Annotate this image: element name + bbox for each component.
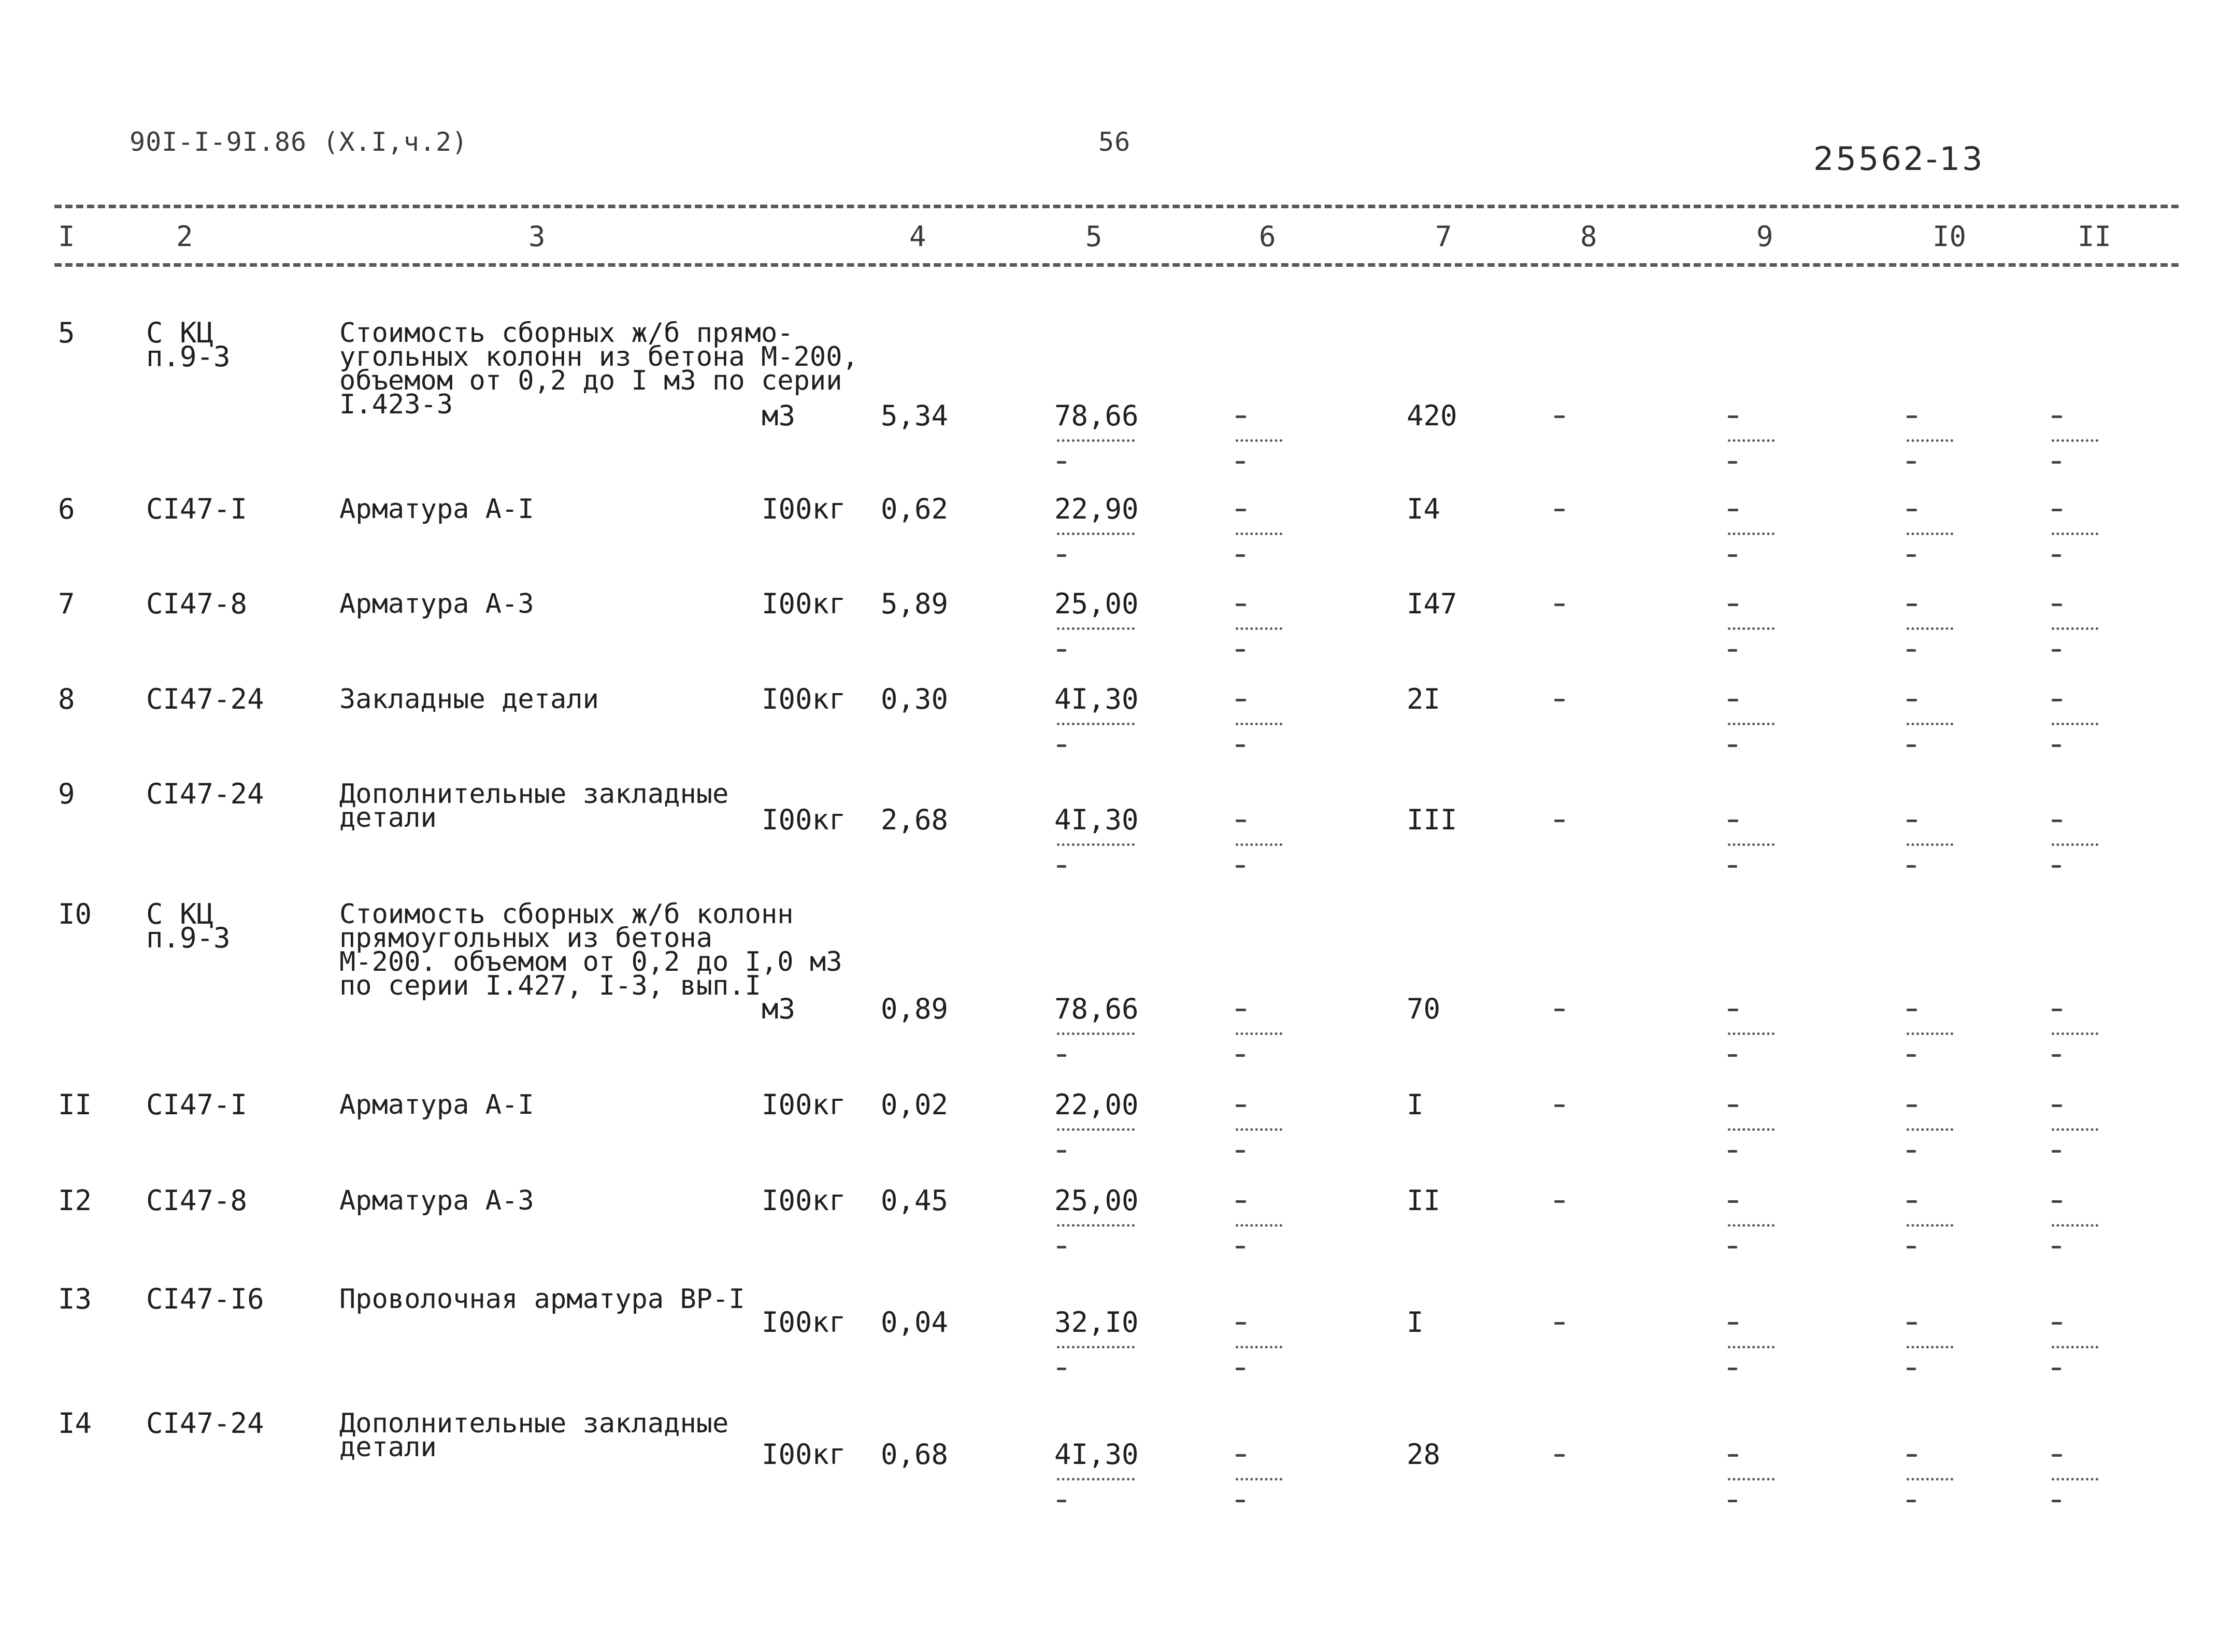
empty-cell-underline xyxy=(1236,843,1282,846)
empty-cell-underline xyxy=(1728,439,1774,442)
empty-cell-dash xyxy=(1728,554,1737,557)
empty-cell-dash xyxy=(1236,604,1246,606)
empty-cell-underline xyxy=(1236,1224,1282,1227)
empty-cell-dash xyxy=(1554,415,1565,418)
price-code: С КЦ п.9-3 xyxy=(146,898,231,954)
total-cost: II xyxy=(1407,1184,1441,1217)
empty-cell-dash xyxy=(1907,1054,1916,1057)
item-name: Стоимость сборных ж/б прямо- угольных колонн из бетона М-200, объемом от 0,2 до I м3 по серии I.423-3 xyxy=(339,318,858,420)
column-header-6: 6 xyxy=(1259,220,1276,253)
empty-cell-dash xyxy=(1728,461,1737,464)
price-code: СI47-24 xyxy=(146,683,264,715)
total-cost: III xyxy=(1407,803,1457,836)
price-code: С КЦ п.9-3 xyxy=(146,317,231,373)
quantity: 0,62 xyxy=(881,493,949,525)
empty-cell-dash xyxy=(2052,1454,2062,1457)
empty-cell-dash xyxy=(1236,865,1245,868)
price-tick xyxy=(1057,1246,1066,1248)
price-tick xyxy=(1057,744,1066,747)
unit: I00кг xyxy=(762,1088,846,1121)
total-cost: I47 xyxy=(1407,587,1457,620)
empty-cell-dash xyxy=(1728,1500,1737,1502)
item-name: Арматура А-3 xyxy=(339,588,534,620)
price-tick xyxy=(1057,865,1066,868)
empty-cell-dash xyxy=(1907,1009,1917,1011)
empty-cell-underline xyxy=(1907,1224,1953,1227)
empty-cell-dash xyxy=(2052,604,2062,606)
empty-cell-underline xyxy=(1907,1346,1953,1348)
empty-cell-underline xyxy=(1907,1128,1953,1131)
empty-cell-underline xyxy=(2052,1346,2098,1348)
empty-cell-dash xyxy=(1728,1454,1738,1457)
empty-cell-dash xyxy=(1728,1322,1738,1325)
unit: I00кг xyxy=(762,493,846,525)
total-cost: 28 xyxy=(1407,1438,1441,1471)
quantity: 2,68 xyxy=(881,803,949,836)
empty-cell-underline xyxy=(1728,1224,1774,1227)
empty-cell-underline xyxy=(2052,439,2098,442)
empty-cell-dash xyxy=(1728,649,1737,652)
empty-cell-dash xyxy=(1236,649,1245,652)
unit-price: 78,66 xyxy=(1054,993,1139,1025)
empty-cell-dash xyxy=(2052,865,2061,868)
empty-cell-underline xyxy=(2052,843,2098,846)
empty-cell-dash xyxy=(1236,509,1246,511)
empty-cell-dash xyxy=(1554,699,1565,701)
price-underline xyxy=(1057,533,1135,535)
empty-cell-dash xyxy=(2052,1150,2061,1153)
empty-cell-dash xyxy=(1907,744,1916,747)
row-number: I0 xyxy=(58,898,92,930)
row-number: II xyxy=(58,1088,92,1121)
empty-cell-dash xyxy=(1236,415,1246,418)
header-top-rule xyxy=(54,205,2179,208)
empty-cell-underline xyxy=(1236,1346,1282,1348)
price-underline xyxy=(1057,723,1135,725)
column-header-10: I0 xyxy=(1933,220,1967,253)
item-name: Стоимость сборных ж/б колонн прямоугольных из бетона М-200. объемом от 0,2 до I,0 м3 по серии I.427, I-3, вып.I xyxy=(339,899,842,1001)
quantity: 0,30 xyxy=(881,683,949,715)
empty-cell-underline xyxy=(1236,1128,1282,1131)
price-underline xyxy=(1057,627,1135,630)
row-number: 6 xyxy=(58,493,75,525)
total-cost: I4 xyxy=(1407,493,1441,525)
item-name: Дополнительные закладные детали xyxy=(339,779,729,834)
empty-cell-underline xyxy=(1907,843,1953,846)
empty-cell-dash xyxy=(1554,1200,1565,1203)
total-cost: I xyxy=(1407,1088,1424,1121)
empty-cell-dash xyxy=(1236,744,1245,747)
quantity: 0,45 xyxy=(881,1184,949,1217)
empty-cell-underline xyxy=(1728,1032,1774,1035)
unit: м3 xyxy=(762,399,796,432)
quantity: 0,89 xyxy=(881,993,949,1025)
empty-cell-dash xyxy=(1554,509,1565,511)
empty-cell-underline xyxy=(1236,1032,1282,1035)
item-name: Дополнительные закладные детали xyxy=(339,1408,729,1463)
unit: I00кг xyxy=(762,683,846,715)
document-code: 90I-I-9I.86 (X.I,ч.2) xyxy=(130,127,468,157)
column-header-4: 4 xyxy=(909,220,926,253)
price-tick xyxy=(1057,1368,1066,1370)
price-tick xyxy=(1057,554,1066,557)
page-number: 56 xyxy=(1098,127,1131,157)
price-tick xyxy=(1057,1054,1066,1057)
empty-cell-underline xyxy=(1907,723,1953,725)
empty-cell-dash xyxy=(2052,1500,2061,1502)
price-underline xyxy=(1057,843,1135,846)
unit-price: 22,00 xyxy=(1054,1088,1139,1121)
empty-cell-dash xyxy=(1728,1054,1737,1057)
empty-cell-dash xyxy=(2052,1322,2062,1325)
price-underline xyxy=(1057,1346,1135,1348)
empty-cell-underline xyxy=(2052,533,2098,535)
row-number: I4 xyxy=(58,1407,92,1440)
item-name: Арматура А-3 xyxy=(339,1185,534,1216)
empty-cell-dash xyxy=(1236,1054,1245,1057)
empty-cell-dash xyxy=(1907,1200,1917,1203)
empty-cell-dash xyxy=(1236,699,1246,701)
column-header-5: 5 xyxy=(1085,220,1103,253)
price-code: СI47-24 xyxy=(146,778,264,810)
empty-cell-dash xyxy=(1236,1104,1246,1107)
empty-cell-dash xyxy=(1907,1368,1916,1370)
empty-cell-dash xyxy=(1907,1104,1917,1107)
price-underline xyxy=(1057,1224,1135,1227)
unit-price: 32,I0 xyxy=(1054,1306,1139,1339)
empty-cell-dash xyxy=(1907,1322,1917,1325)
unit: I00кг xyxy=(762,587,846,620)
total-cost: 420 xyxy=(1407,399,1457,432)
unit: I00кг xyxy=(762,1306,846,1339)
empty-cell-dash xyxy=(1554,820,1565,822)
empty-cell-dash xyxy=(1907,604,1917,606)
empty-cell-underline xyxy=(1728,1478,1774,1481)
empty-cell-dash xyxy=(1236,1246,1245,1248)
empty-cell-underline xyxy=(2052,1478,2098,1481)
row-number: I3 xyxy=(58,1283,92,1315)
empty-cell-underline xyxy=(2052,627,2098,630)
document-number: 25562-13 xyxy=(1813,140,1985,178)
total-cost: 2I xyxy=(1407,683,1441,715)
unit-price: 25,00 xyxy=(1054,587,1139,620)
empty-cell-underline xyxy=(1236,439,1282,442)
empty-cell-underline xyxy=(1907,439,1953,442)
empty-cell-dash xyxy=(2052,1246,2061,1248)
empty-cell-dash xyxy=(1236,1150,1245,1153)
empty-cell-underline xyxy=(2052,1224,2098,1227)
empty-cell-dash xyxy=(1728,744,1737,747)
empty-cell-underline xyxy=(1236,1478,1282,1481)
empty-cell-dash xyxy=(2052,699,2062,701)
empty-cell-dash xyxy=(1907,1500,1916,1502)
empty-cell-dash xyxy=(1236,1200,1246,1203)
row-number: 7 xyxy=(58,587,75,620)
price-underline xyxy=(1057,1478,1135,1481)
price-tick xyxy=(1057,1150,1066,1153)
empty-cell-dash xyxy=(1728,1009,1738,1011)
price-tick xyxy=(1057,1500,1066,1502)
row-number: 8 xyxy=(58,683,75,715)
empty-cell-dash xyxy=(1728,604,1738,606)
quantity: 5,34 xyxy=(881,399,949,432)
empty-cell-dash xyxy=(1907,1454,1917,1457)
empty-cell-dash xyxy=(1554,1322,1565,1325)
empty-cell-dash xyxy=(1907,1246,1916,1248)
empty-cell-dash xyxy=(2052,1009,2062,1011)
empty-cell-dash xyxy=(1728,1368,1737,1370)
empty-cell-underline xyxy=(1907,627,1953,630)
empty-cell-dash xyxy=(1728,415,1738,418)
empty-cell-dash xyxy=(1907,649,1916,652)
item-name: Проволочная арматура ВР-I xyxy=(339,1284,745,1315)
empty-cell-dash xyxy=(1728,1150,1737,1153)
empty-cell-dash xyxy=(1907,554,1916,557)
empty-cell-dash xyxy=(1554,1454,1565,1457)
empty-cell-underline xyxy=(1236,723,1282,725)
total-cost: I xyxy=(1407,1306,1424,1339)
price-code: СI47-24 xyxy=(146,1407,264,1440)
row-number: 5 xyxy=(58,317,75,349)
empty-cell-dash xyxy=(1728,1246,1737,1248)
empty-cell-dash xyxy=(1236,1500,1245,1502)
empty-cell-underline xyxy=(1728,1128,1774,1131)
empty-cell-dash xyxy=(1728,1104,1738,1107)
empty-cell-dash xyxy=(1907,699,1917,701)
empty-cell-dash xyxy=(1554,1104,1565,1107)
empty-cell-dash xyxy=(1907,865,1916,868)
empty-cell-dash xyxy=(1554,604,1565,606)
unit: м3 xyxy=(762,993,796,1025)
empty-cell-underline xyxy=(1728,627,1774,630)
empty-cell-dash xyxy=(1907,461,1916,464)
empty-cell-dash xyxy=(2052,1104,2062,1107)
empty-cell-dash xyxy=(1907,1150,1916,1153)
column-header-1: I xyxy=(58,220,75,253)
price-underline xyxy=(1057,1128,1135,1131)
empty-cell-underline xyxy=(2052,723,2098,725)
empty-cell-dash xyxy=(1236,554,1245,557)
unit-price: 4I,30 xyxy=(1054,683,1139,715)
unit: I00кг xyxy=(762,803,846,836)
empty-cell-dash xyxy=(2052,820,2062,822)
empty-cell-underline xyxy=(1907,1478,1953,1481)
empty-cell-dash xyxy=(2052,554,2061,557)
empty-cell-underline xyxy=(1236,533,1282,535)
unit: I00кг xyxy=(762,1438,846,1471)
empty-cell-dash xyxy=(2052,649,2061,652)
unit-price: 25,00 xyxy=(1054,1184,1139,1217)
unit-price: 4I,30 xyxy=(1054,803,1139,836)
empty-cell-underline xyxy=(1907,1032,1953,1035)
empty-cell-dash xyxy=(1728,509,1738,511)
empty-cell-dash xyxy=(1236,461,1245,464)
price-code: СI47-8 xyxy=(146,587,248,620)
column-header-8: 8 xyxy=(1580,220,1597,253)
empty-cell-dash xyxy=(1728,1200,1738,1203)
empty-cell-dash xyxy=(1236,1368,1245,1370)
empty-cell-underline xyxy=(1907,533,1953,535)
empty-cell-dash xyxy=(2052,461,2061,464)
empty-cell-dash xyxy=(1236,1009,1246,1011)
empty-cell-dash xyxy=(2052,1200,2062,1203)
empty-cell-dash xyxy=(2052,1054,2061,1057)
column-header-7: 7 xyxy=(1435,220,1452,253)
price-code: СI47-I xyxy=(146,493,248,525)
row-number: 9 xyxy=(58,778,75,810)
empty-cell-dash xyxy=(1907,415,1917,418)
column-header-2: 2 xyxy=(176,220,193,253)
item-name: Арматура А-I xyxy=(339,1089,534,1121)
empty-cell-dash xyxy=(1554,1009,1565,1011)
empty-cell-dash xyxy=(1728,699,1738,701)
item-name: Закладные детали xyxy=(339,684,599,715)
header-bottom-rule xyxy=(54,263,2179,267)
column-header-3: 3 xyxy=(528,220,546,253)
empty-cell-underline xyxy=(1236,627,1282,630)
empty-cell-dash xyxy=(1728,820,1738,822)
empty-cell-underline xyxy=(2052,1032,2098,1035)
unit-price: 4I,30 xyxy=(1054,1438,1139,1471)
empty-cell-underline xyxy=(2052,1128,2098,1131)
column-header-9: 9 xyxy=(1756,220,1773,253)
total-cost: 70 xyxy=(1407,993,1441,1025)
empty-cell-dash xyxy=(2052,744,2061,747)
unit-price: 22,90 xyxy=(1054,493,1139,525)
empty-cell-underline xyxy=(1728,723,1774,725)
price-underline xyxy=(1057,1032,1135,1035)
empty-cell-dash xyxy=(1236,1454,1246,1457)
price-code: СI47-8 xyxy=(146,1184,248,1217)
empty-cell-dash xyxy=(1907,820,1917,822)
price-code: СI47-I xyxy=(146,1088,248,1121)
empty-cell-dash xyxy=(1236,1322,1246,1325)
row-number: I2 xyxy=(58,1184,92,1217)
empty-cell-dash xyxy=(1236,820,1246,822)
unit: I00кг xyxy=(762,1184,846,1217)
empty-cell-dash xyxy=(1728,865,1737,868)
item-name: Арматура А-I xyxy=(339,494,534,525)
empty-cell-dash xyxy=(2052,509,2062,511)
quantity: 0,02 xyxy=(881,1088,949,1121)
price-code: СI47-I6 xyxy=(146,1283,264,1315)
empty-cell-underline xyxy=(1728,843,1774,846)
price-tick xyxy=(1057,649,1066,652)
quantity: 0,04 xyxy=(881,1306,949,1339)
empty-cell-underline xyxy=(1728,1346,1774,1348)
empty-cell-underline xyxy=(1728,533,1774,535)
quantity: 0,68 xyxy=(881,1438,949,1471)
column-header-11: II xyxy=(2078,220,2112,253)
empty-cell-dash xyxy=(2052,1368,2061,1370)
empty-cell-dash xyxy=(2052,415,2062,418)
empty-cell-dash xyxy=(1907,509,1917,511)
price-underline xyxy=(1057,439,1135,442)
price-tick xyxy=(1057,461,1066,464)
unit-price: 78,66 xyxy=(1054,399,1139,432)
quantity: 5,89 xyxy=(881,587,949,620)
